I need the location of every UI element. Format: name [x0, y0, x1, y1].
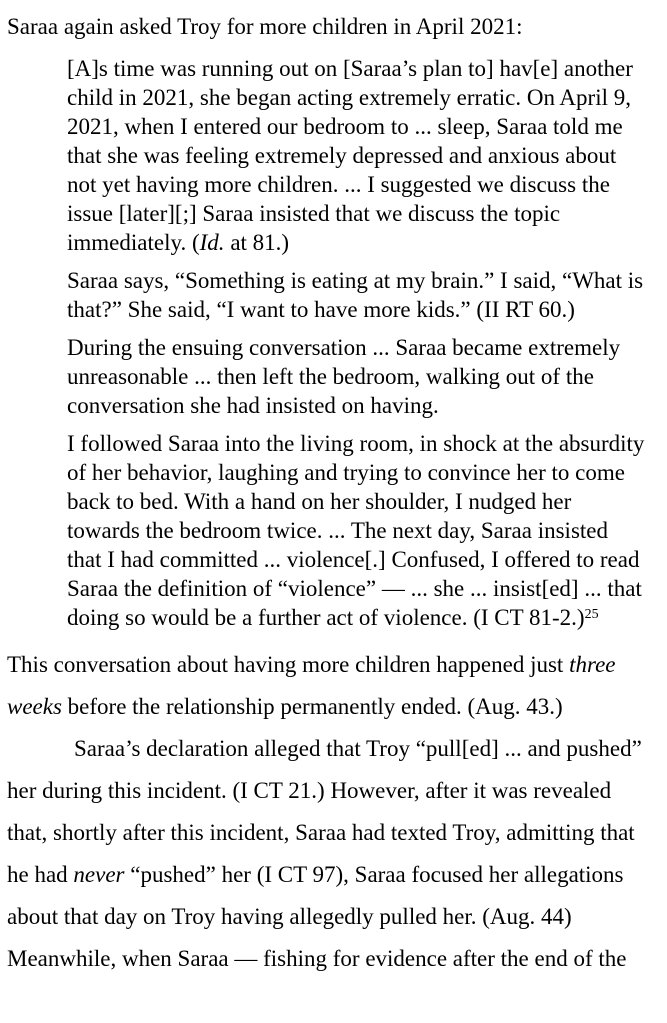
paragraph-quote	[67, 266, 645, 324]
footnote-marker: 25	[584, 607, 599, 622]
text-run: “pushed” her (I CT 97), Saraa focused her allegations about that day on Troy having allegedly pulled her. (Aug. 44) Meanwhile, when Saraa — fishing for evidence after the end of the	[7, 862, 627, 971]
text-run: before the relationship permanently ended. (Aug. 43.)	[61, 694, 563, 719]
document-content	[7, 9, 667, 980]
paragraph-quote	[67, 54, 645, 257]
paragraph-quote	[67, 333, 645, 420]
text-run: During the ensuing conversation ... Saraa became extremely unreasonable ... then left the bedroom, walking out of the conversation she had insisted on having.	[67, 335, 621, 418]
paragraph-body	[7, 644, 647, 728]
text-run-italic: Id.	[199, 230, 225, 255]
text-run: [A]s time was running out on [Saraa’s plan to] hav[e] another child in 2021, she began acting extremely erratic. On April 9, 2021, when I entered our bedroom to ... sleep, Saraa told me that she was feeling extremely depressed and anxious about not yet having more children. ... I suggested we discuss the issue [later][;] Saraa insisted that we discuss the topic immediately. (	[67, 56, 633, 255]
text-run: Saraa again asked Troy for more children in April 2021:	[7, 14, 523, 39]
text-run-italic: never	[73, 862, 125, 887]
text-run-italic: three weeks	[7, 652, 616, 719]
text-run: at 81.)	[224, 230, 290, 255]
text-run: Saraa’s declaration alleged that Troy “pull[ed] ... and pushed” her during this incident. (I CT 21.) However, after it was revealed that, shortly after this incident, Saraa had texted Troy, admitting that he had	[7, 736, 642, 887]
paragraph-lead	[7, 9, 659, 45]
text-run: I followed Saraa into the living room, in shock at the absurdity of her behavior, laughing and trying to convince her to come back to bed. With a hand on her shoulder, I nudged her towards the bedroom twice. ... The next day, Saraa insisted that I had committed ... violence[.] Confused, I offered to read Saraa the definition of “violence” — ... she ... insist[ed] ... that doing so would be a further act of violence. (I CT 81-2.)	[67, 431, 645, 630]
text-run: This conversation about having more children happened just	[7, 652, 570, 677]
text-run: Saraa says, “Something is eating at my brain.” I said, “What is that?” She said, “I want to have more kids.” (II RT 60.)	[67, 268, 644, 322]
paragraph-body-indent	[7, 728, 647, 980]
paragraph-quote	[67, 429, 645, 632]
